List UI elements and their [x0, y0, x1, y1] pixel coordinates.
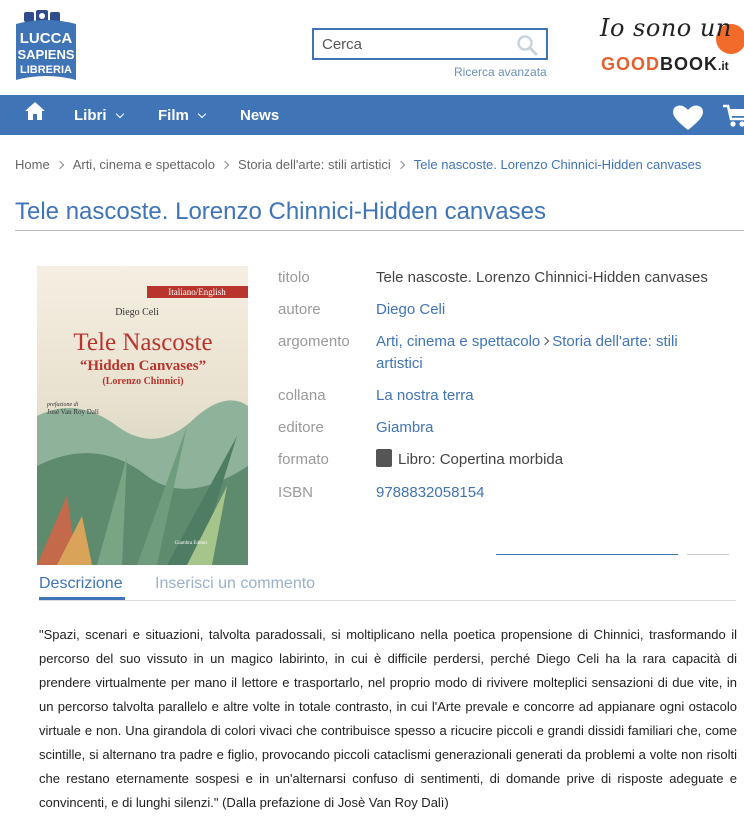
- main-navbar: [0, 95, 744, 135]
- detail-label-formato: formato: [278, 451, 329, 468]
- cart-icon[interactable]: [722, 103, 744, 129]
- lucca-sapiens-logo[interactable]: [14, 10, 78, 84]
- chevron-right-icon: [541, 337, 549, 345]
- nav-item-film[interactable]: [158, 107, 205, 124]
- chevron-right-icon: [55, 161, 63, 169]
- nav-item-news[interactable]: [240, 107, 279, 124]
- subject-link[interactable]: Arti, cinema e spettacolo: [376, 333, 541, 350]
- logo-line1: LUCCA: [19, 30, 73, 47]
- search-icon[interactable]: [516, 34, 538, 56]
- chevron-right-icon: [221, 161, 229, 169]
- goodbook-good: GOOD: [601, 54, 661, 74]
- page-title: Tele nascoste. Lorenzo Chinnici-Hidden canvases: [15, 198, 546, 225]
- detail-value-formato: [376, 449, 563, 471]
- nav-item-label: Libri: [74, 107, 107, 124]
- goodbook-badge[interactable]: [600, 14, 744, 78]
- detail-label-titolo: titolo: [278, 269, 310, 286]
- author-link[interactable]: Diego Celi: [376, 301, 446, 318]
- isbn-link[interactable]: 9788832058154: [376, 484, 485, 501]
- cover-preface-name: José Van Roy Dalì: [47, 408, 99, 416]
- detail-label-collana: collana: [278, 387, 326, 404]
- tab-description[interactable]: Descrizione: [39, 575, 123, 592]
- subject-link[interactable]: Storia dell'arte: stili artistici: [376, 333, 678, 372]
- advanced-search-link[interactable]: Ricerca avanzata: [454, 65, 547, 79]
- format-text: Libro: Copertina morbida: [398, 451, 564, 468]
- breadcrumb-item[interactable]: Storia dell'arte: stili artistici: [238, 157, 391, 172]
- detail-label-argomento: argomento: [278, 333, 350, 350]
- detail-label-autore: autore: [278, 301, 321, 318]
- heart-icon[interactable]: [672, 105, 704, 131]
- cover-publisher: Giambra Editori: [174, 541, 208, 546]
- breadcrumb-item[interactable]: Arti, cinema e spettacolo: [72, 157, 216, 172]
- nav-item-label: Film: [158, 107, 189, 124]
- nav-item-label: News: [240, 107, 280, 124]
- cover-language: Italiano/English: [168, 287, 226, 297]
- divider-line: [687, 554, 729, 555]
- logo-line2: SAPIENS: [17, 47, 75, 62]
- cover-subtitle: (Lorenzo Chinnici): [102, 376, 184, 387]
- title-divider: [15, 230, 744, 231]
- search-box: [312, 28, 548, 60]
- book-icon: [376, 449, 392, 467]
- detail-value-argomento: [376, 331, 716, 375]
- series-link[interactable]: La nostra terra: [376, 387, 474, 404]
- cover-author: Diego Celi: [115, 307, 159, 318]
- nav-item-libri[interactable]: [74, 107, 123, 124]
- tab-add-comment[interactable]: Inserisci un commento: [155, 575, 316, 592]
- goodbook-brand: [601, 54, 729, 75]
- chevron-down-icon: [115, 110, 123, 118]
- chevron-down-icon: [198, 110, 206, 118]
- chevron-right-icon: [397, 161, 405, 169]
- goodbook-book: BOOK: [660, 54, 719, 74]
- goodbook-tld: .it: [718, 59, 729, 73]
- description-text: "Spazi, scenari e situazioni, talvolta paradossali, si moltiplicano nella poetica propensione di Chinnici, trasformando il percorso del suo vissuto in un magico labirinto, in cui è difficile perdersi, perché Diego Celi ha la rara capacità di prendere virtualmente per mano il lettore e trasportarlo, nel proprio modo di rivivere molteplici sensazioni di due vite, in un percorso talvolta parallelo e altre volte in totale contrasto, in cui l'Arte prevale e concorre ad appianare ogni ostacolo virtuale e non. Una girandola di colori vivaci che contribuisce spesso a ricucire piccoli e grandi dissidi familiari che, come scintille, si alternano tra padre e figlio, provocando piccoli cataclismi generazionali generati da problemi a volte non risolti che restano eternamente sospesi e in un'alternarsi confuso di sentimenti, di domande prive di risposte adeguate e convincenti, e di lunghi silenzi." (Dalla prefazione di Josè Van Roy Dalì): [39, 627, 737, 810]
- logo-line3: LIBRERIA: [20, 64, 72, 76]
- cover-preface-label: prefazione di: [47, 402, 79, 408]
- tabs-divider: [39, 600, 736, 601]
- goodbook-tagline: Io sono un: [600, 14, 732, 42]
- detail-label-editore: editore: [278, 419, 324, 436]
- breadcrumb-current: Tele nascoste. Lorenzo Chinnici-Hidden canvases: [413, 157, 702, 172]
- breadcrumb: [15, 157, 701, 172]
- breadcrumb-home[interactable]: Home: [15, 157, 50, 172]
- detail-label-isbn: ISBN: [278, 484, 314, 501]
- publisher-link[interactable]: Giambra: [376, 419, 434, 436]
- cover-title-english: “Hidden Canvases”: [79, 358, 207, 374]
- cover-title: Tele Nascoste: [73, 329, 213, 356]
- home-icon[interactable]: [24, 101, 46, 121]
- search-input[interactable]: [314, 30, 510, 58]
- book-cover-image[interactable]: [37, 266, 248, 565]
- divider-line: [496, 554, 678, 555]
- detail-value-titolo: Tele nascoste. Lorenzo Chinnici-Hidden canvases: [376, 269, 708, 286]
